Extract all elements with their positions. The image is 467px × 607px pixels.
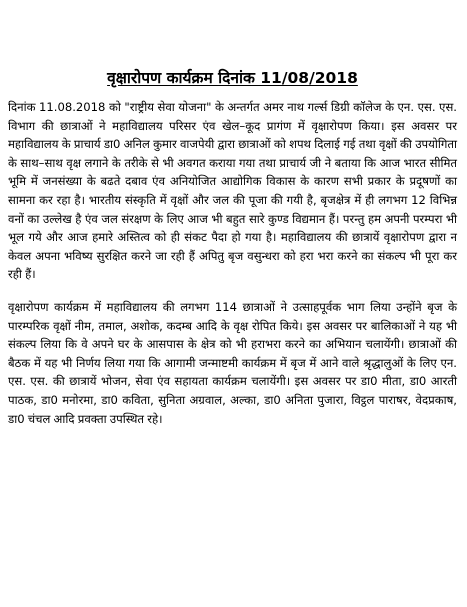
- paragraph-2: वृक्षारोपण कार्यक्रम में महाविद्यालय की लगभग 114 छात्राओं ने उत्साहपूर्वक भाग लिया उन्होंने बृज के पारम्परिक वृक्षों नीम, तमाल, अशोक, कदम्ब आदि के वृक्ष रोपित किये। इस अवसर पर बालिकाओं ने यह भी संकल्प लिया कि वे अपने घर के आसपास के क्षेत्र को भी हराभरा करने का अभियान चलायेंगी। छात्राओं की बैठक में यह भी निर्णय लिया गया कि आगामी जन्माष्टमी कार्यक्रम में बृज में आने वाले श्रृद्धालुओं के लिए एन. एस. एस. की छात्रायें भोजन, सेवा एंव सहायता कार्यक्रम चलायेंगी। इस अवसर पर डा0 मीता, डा0 आरती पाठक, डा0 मनोरमा, डा0 कविता, सुनिता अग्रवाल, अल्का, डा0 अनिता पुजारा, विट्ठल पाराषर, वेदप्रकाष, डा0 चंचल आदि प्रवक्ता उपस्थित रहे।: [8, 299, 457, 426]
- paragraph-1: दिनांक 11.08.2018 को "राष्ट्रीय सेवा योजना" के अन्तर्गत अमर नाथ गर्ल्स डिग्री कॉलेज के एन. एस. एस. विभाग की छात्राओं ने महाविद्यालय परिसर एंव खेल–कूद प्रागंण में वृक्षारोपण किया। इस अवसर पर महाविद्यालय के प्राचार्य डा0 अनिल कुमार वाजपेयी द्वारा छात्राओं को शपथ दिलाई गई तथा वृक्षों की उपयोगिता के साथ–साथ वृक्ष लगाने के तरीके से भी अवगत कराया गया तथा प्राचार्य जी ने बताया कि आज भारत सीमित भूमि में जनसंख्या के बढते दबाव एंव अनियोजित आद्योगिक विकास के कारण सभी प्रकार के प्रदूषणों का सामना कर रहा है। भारतीय संस्कृति में वृक्षों और जल की पूजा की गयी है, बृजक्षेत्र में ही लगभग 12 विभिन्न वनों का उल्लेख है एंव जल संरक्षण के लिए आज भी बहुत सारे कुण्ड विद्यमान हैं। परन्तु हम अपनी परम्परा भी भूल गये और आज हमारे अस्तित्व को ही संकट पैदा हो गया है। महाविद्यालय की छात्रायें वृक्षारोपण द्वारा न केवल अपना भविष्य सुरक्षित करने जा रही हैं अपितु बृज वसुन्धरा को हरा भरा करने का संकल्प भी पूरा कर रही हैं।: [8, 100, 457, 282]
- document-title: वृक्षारोपण कार्यक्रम दिनांक 11/08/2018: [107, 69, 358, 87]
